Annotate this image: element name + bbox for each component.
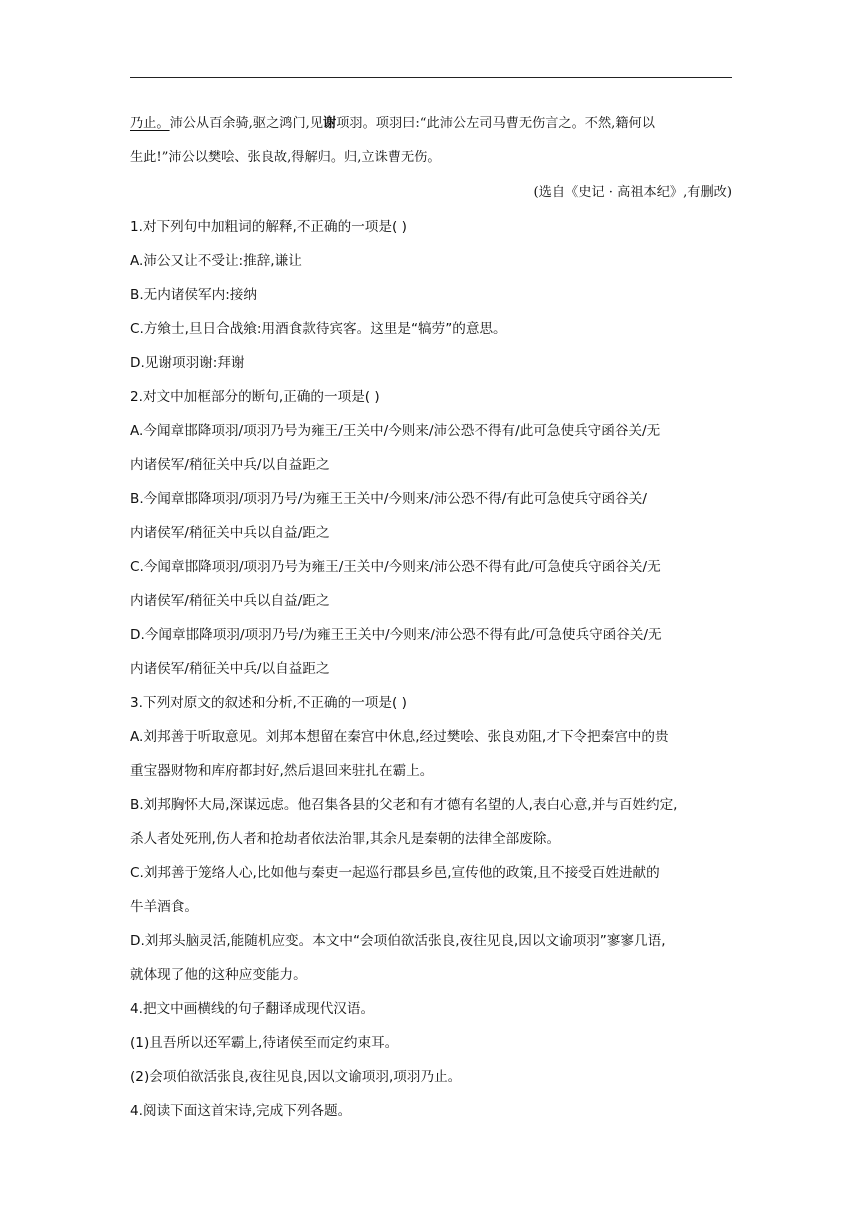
next-section-heading: 4.阅读下面这首宋诗,完成下列各题。: [130, 1103, 352, 1119]
option-a: A.刘邦善于听取意见。刘邦本想留在秦宫中休息,经过樊哙、张良劝阻,才下令把秦宫中的贵: [130, 729, 669, 745]
passage-line: 生此!”沛公以樊哙、张良故,得解归。归,立诛曹无伤。: [130, 150, 441, 165]
option-d-cont: 内诸侯军/稍征关中兵/以自益距之: [130, 661, 330, 677]
translation-item-2: (2)会项伯欲活张良,夜往见良,因以文谕项羽,项羽乃止。: [130, 1069, 462, 1085]
option-b-cont: 杀人者处死刑,伤人者和抢劫者依法治罪,其余凡是秦朝的法律全部废除。: [130, 831, 561, 847]
passage-segment: 沛公从百余骑,驱之鸿门,见: [169, 116, 324, 131]
underlined-sentence-end: 乃止。: [130, 116, 170, 131]
translation-item-1: (1)且吾所以还军霸上,待诸侯至而定约束耳。: [130, 1035, 399, 1051]
question-3: [130, 686, 732, 992]
option-c: C.刘邦善于笼络人心,比如他与秦吏一起巡行郡县乡邑,宣传他的政策,且不接受百姓进献的: [130, 865, 660, 881]
option-c: C.方飨士,旦日合战飨:用酒食款待宾客。这里是“犒劳”的意思。: [130, 321, 507, 337]
header-rule: [130, 77, 732, 78]
option-a: A.今闻章邯降项羽/项羽乃号为雍王/王关中/今则来/沛公恐不得有/此可急使兵守函谷关/无: [130, 423, 661, 439]
option-b: B.无内诸侯军内:接纳: [130, 287, 257, 303]
option-c-cont: 牛羊酒食。: [130, 899, 198, 915]
question-stem: 2.对文中加框部分的断句,正确的一项是( ): [130, 389, 380, 405]
option-d: D.今闻章邯降项羽/项羽乃号/为雍王王关中/今则来/沛公恐不得有此/可急使兵守函谷关/无: [130, 627, 662, 643]
question-4: [130, 992, 732, 1094]
passage-segment: 项羽。项羽曰:“此沛公左司马曹无伤言之。不然,籍何以: [336, 116, 655, 131]
option-b: B.刘邦胸怀大局,深谋远虑。他召集各县的父老和有才德有名望的人,表白心意,并与百姓约定,: [130, 797, 678, 813]
option-c: C.今闻章邯降项羽/项羽乃号为雍王/王关中/今则来/沛公恐不得有此/可急使兵守函谷关/无: [130, 559, 661, 575]
question-stem: 4.把文中画横线的句子翻译成现代汉语。: [130, 1001, 375, 1017]
question-1: [130, 210, 732, 380]
question-stem: 1.对下列句中加粗词的解释,不正确的一项是( ): [130, 219, 407, 235]
option-c-cont: 内诸侯军/稍征关中兵以自益/距之: [130, 593, 330, 609]
source-citation: (选自《史记 · 高祖本纪》,有删改): [533, 185, 732, 200]
option-a-cont: 重宝器财物和库府都封好,然后退回来驻扎在霸上。: [130, 763, 434, 779]
option-a-cont: 内诸侯军/稍征关中兵/以自益距之: [130, 457, 330, 473]
page-content: [130, 107, 732, 1128]
option-b: B.今闻章邯降项羽/项羽乃号/为雍王王关中/今则来/沛公恐不得/有此可急使兵守函谷关/: [130, 491, 647, 507]
option-d: D.刘邦头脑灵活,能随机应变。本文中“会项伯欲活张良,夜往见良,因以文谕项羽”寥寥几语,: [130, 933, 666, 949]
option-d-cont: 就体现了他的这种应变能力。: [130, 967, 307, 983]
passage-text: [130, 107, 732, 175]
option-d: D.见谢项羽谢:拜谢: [130, 355, 245, 371]
question-stem: 3.下列对原文的叙述和分析,不正确的一项是( ): [130, 695, 407, 711]
question-2: [130, 380, 732, 686]
bold-word: 谢: [323, 116, 337, 131]
option-b-cont: 内诸侯军/稍征关中兵以自益/距之: [130, 525, 330, 541]
option-a: A.沛公又让不受让:推辞,谦让: [130, 253, 302, 269]
